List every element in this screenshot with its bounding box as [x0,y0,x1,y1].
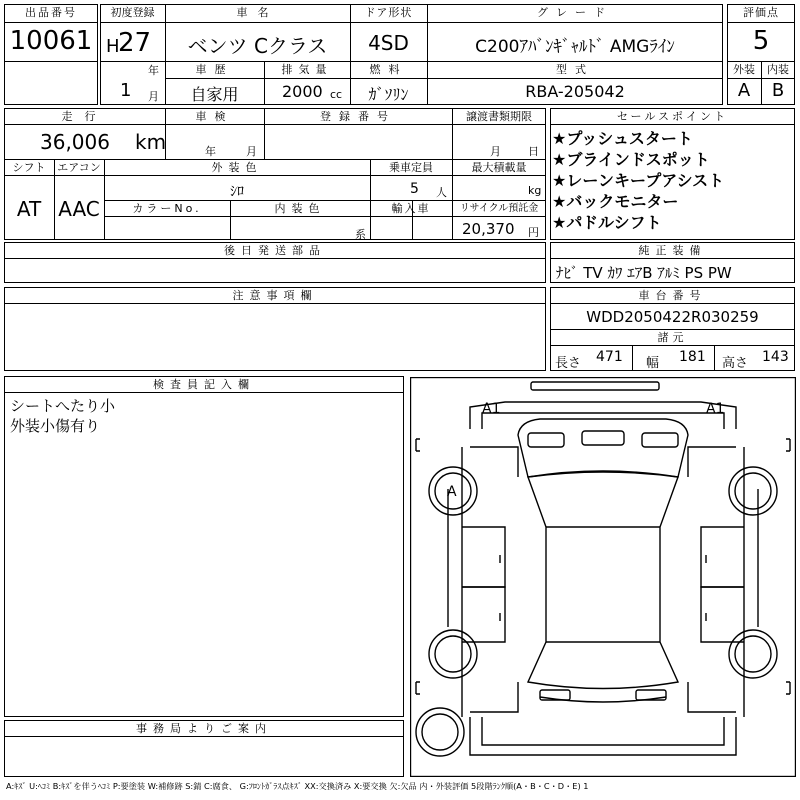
exterior-color-value: ｼﾛ [230,184,244,200]
office-header: 事務局よりご案内 [136,722,272,735]
notes-header: 注意事項欄 [232,289,318,302]
equipment-header: 純正装備 [638,244,707,257]
inspection-year-unit: 年 [205,145,216,158]
roof-top-outline [531,382,659,390]
recycle-unit: 円 [528,226,539,239]
spec-height-value: 143 [762,349,789,365]
door-header: ドア形状 [364,6,413,19]
color-no-header: カラーNo. [132,202,202,215]
fuel-header: 燃料 [369,63,408,76]
recycle-value: 20,370 [462,220,515,238]
recycle-header: リサイクル預託金 [459,203,539,214]
inspection-header: 車検 [195,110,234,123]
sales-point-item: ★レーンキープアシスト [552,171,725,190]
history-header: 車歴 [195,63,234,76]
displacement-header: 排気量 [281,63,333,76]
inspector-note-line: 外装小傷有り [10,417,101,435]
interior-grade-value: B [771,80,785,101]
lot-number: 10061 [9,26,93,56]
door-value: 4SD [368,31,409,55]
first-reg-era: H [106,36,120,57]
first-reg-month: 1 [120,80,132,101]
inspection-month-unit: 月 [246,145,257,158]
capacity-value: 5 [410,181,419,197]
mileage-unit: km [135,130,167,154]
spec-height-label: 高さ [722,356,749,371]
damage-mark-front-right: A1 [706,401,725,417]
equipment-value: ﾅﾋﾞ TV ｶﾜ ｴｱB ｱﾙﾐ PS PW [556,264,732,282]
aircon-header: エアコン [57,161,101,174]
car-damage-diagram [410,377,796,777]
mileage-header: 走行 [61,110,108,123]
sales-point-item: ★ブラインドスポット [552,150,710,169]
fuel-value: ｶﾞｿﾘﾝ [368,85,409,104]
capacity-header: 乗車定員 [389,161,433,174]
damage-legend: A:ｷｽﾞ U:ﾍｺﾐ B:ｷｽﾞを伴うﾍｺﾐ P:要塗装 W:補修跡 S:錆 C:腐食、 G:ﾌﾛﾝﾄｶﾞﾗｽ点ｷｽﾞ XX:交換済み X:要交換 欠:欠品 内・外装評価 5段階ﾗﾝｸ順(A・B・C・D・E) 1 [6,781,589,791]
score-header: 評価点 [743,6,779,19]
damage-mark-front-wheel: A [447,484,457,500]
capacity-unit: 人 [436,186,447,199]
sales-point-item: ★プッシュスタート [552,129,693,148]
spec-length-label: 長さ [555,356,582,371]
interior-grade-header: 内装 [767,63,789,76]
rear-bumper-outline [470,717,736,755]
max-load-header: 最大積載量 [471,161,527,174]
inspector-header: 検査員記入欄 [153,378,255,391]
grade-value: C200ｱﾊﾞﾝｷﾞｬﾙﾄﾞ AMGﾗｲﾝ [475,37,675,57]
cabin-outline [528,471,678,689]
spare-wheel [416,708,464,756]
interior-color-unit: 系 [355,228,366,241]
transfer-header: 譲渡書類期限 [466,110,532,123]
model-code-value: RBA-205042 [525,82,625,101]
car-name-header: 車名 [236,6,279,19]
interior-color-header: 内装色 [274,202,326,215]
specs-header: 諸元 [657,331,688,344]
history-value: 自家用 [190,85,239,104]
exterior-grade-value: A [737,80,751,101]
spec-width-label: 幅 [646,356,660,371]
sales-points-list [552,128,724,233]
transfer-month-unit: 月 [490,145,501,158]
sales-point-item: ★パドルシフト [552,213,662,232]
sales-points-header: セールスポイント [616,110,728,123]
aircon-value: AAC [58,197,100,221]
mileage-value: 36,006 [40,130,110,154]
displacement-value: 2000 [282,82,323,101]
chassis-header: 車台番号 [638,289,707,302]
sales-point-item: ★バックモニター [552,192,679,211]
wheel-rear-right [729,630,777,678]
transfer-day-unit: 日 [528,145,539,158]
chassis-value: WDD2050422R030259 [586,308,759,326]
spec-length-value: 471 [596,349,623,365]
wheel-front-right [729,467,777,515]
first-reg-month-unit: 月 [148,90,159,103]
score-value: 5 [752,26,770,56]
inspector-notes [10,396,115,436]
grade-header: グレード [537,6,613,19]
diagram-frame [411,378,796,777]
spec-width-value: 181 [679,349,706,365]
damage-mark-front-left: A1 [482,401,501,417]
import-header: 輸入車 [391,202,431,215]
model-code-header: 型式 [556,63,594,76]
first-reg-year: 27 [118,28,152,58]
registration-header: 登録番号 [320,110,396,123]
first-reg-year-unit: 年 [148,64,159,77]
front-bumper-outline [470,402,736,429]
hood-outline [518,419,688,477]
later-parts-header: 後日発送部品 [224,244,326,257]
max-load-unit: kg [528,184,542,197]
inspector-note-line: シートへたり小 [10,397,116,415]
exterior-color-header: 外装色 [211,161,263,174]
shift-value: AT [16,197,42,221]
exterior-grade-header: 外装 [733,63,755,76]
wheel-rear-left [429,630,477,678]
shift-header: シフト [12,161,46,174]
car-name-value: ベンツ Cクラス [187,34,328,58]
displacement-unit: cc [330,88,343,101]
first-reg-header: 初度登録 [110,6,155,19]
lot-header: 出品番号 [25,6,77,19]
